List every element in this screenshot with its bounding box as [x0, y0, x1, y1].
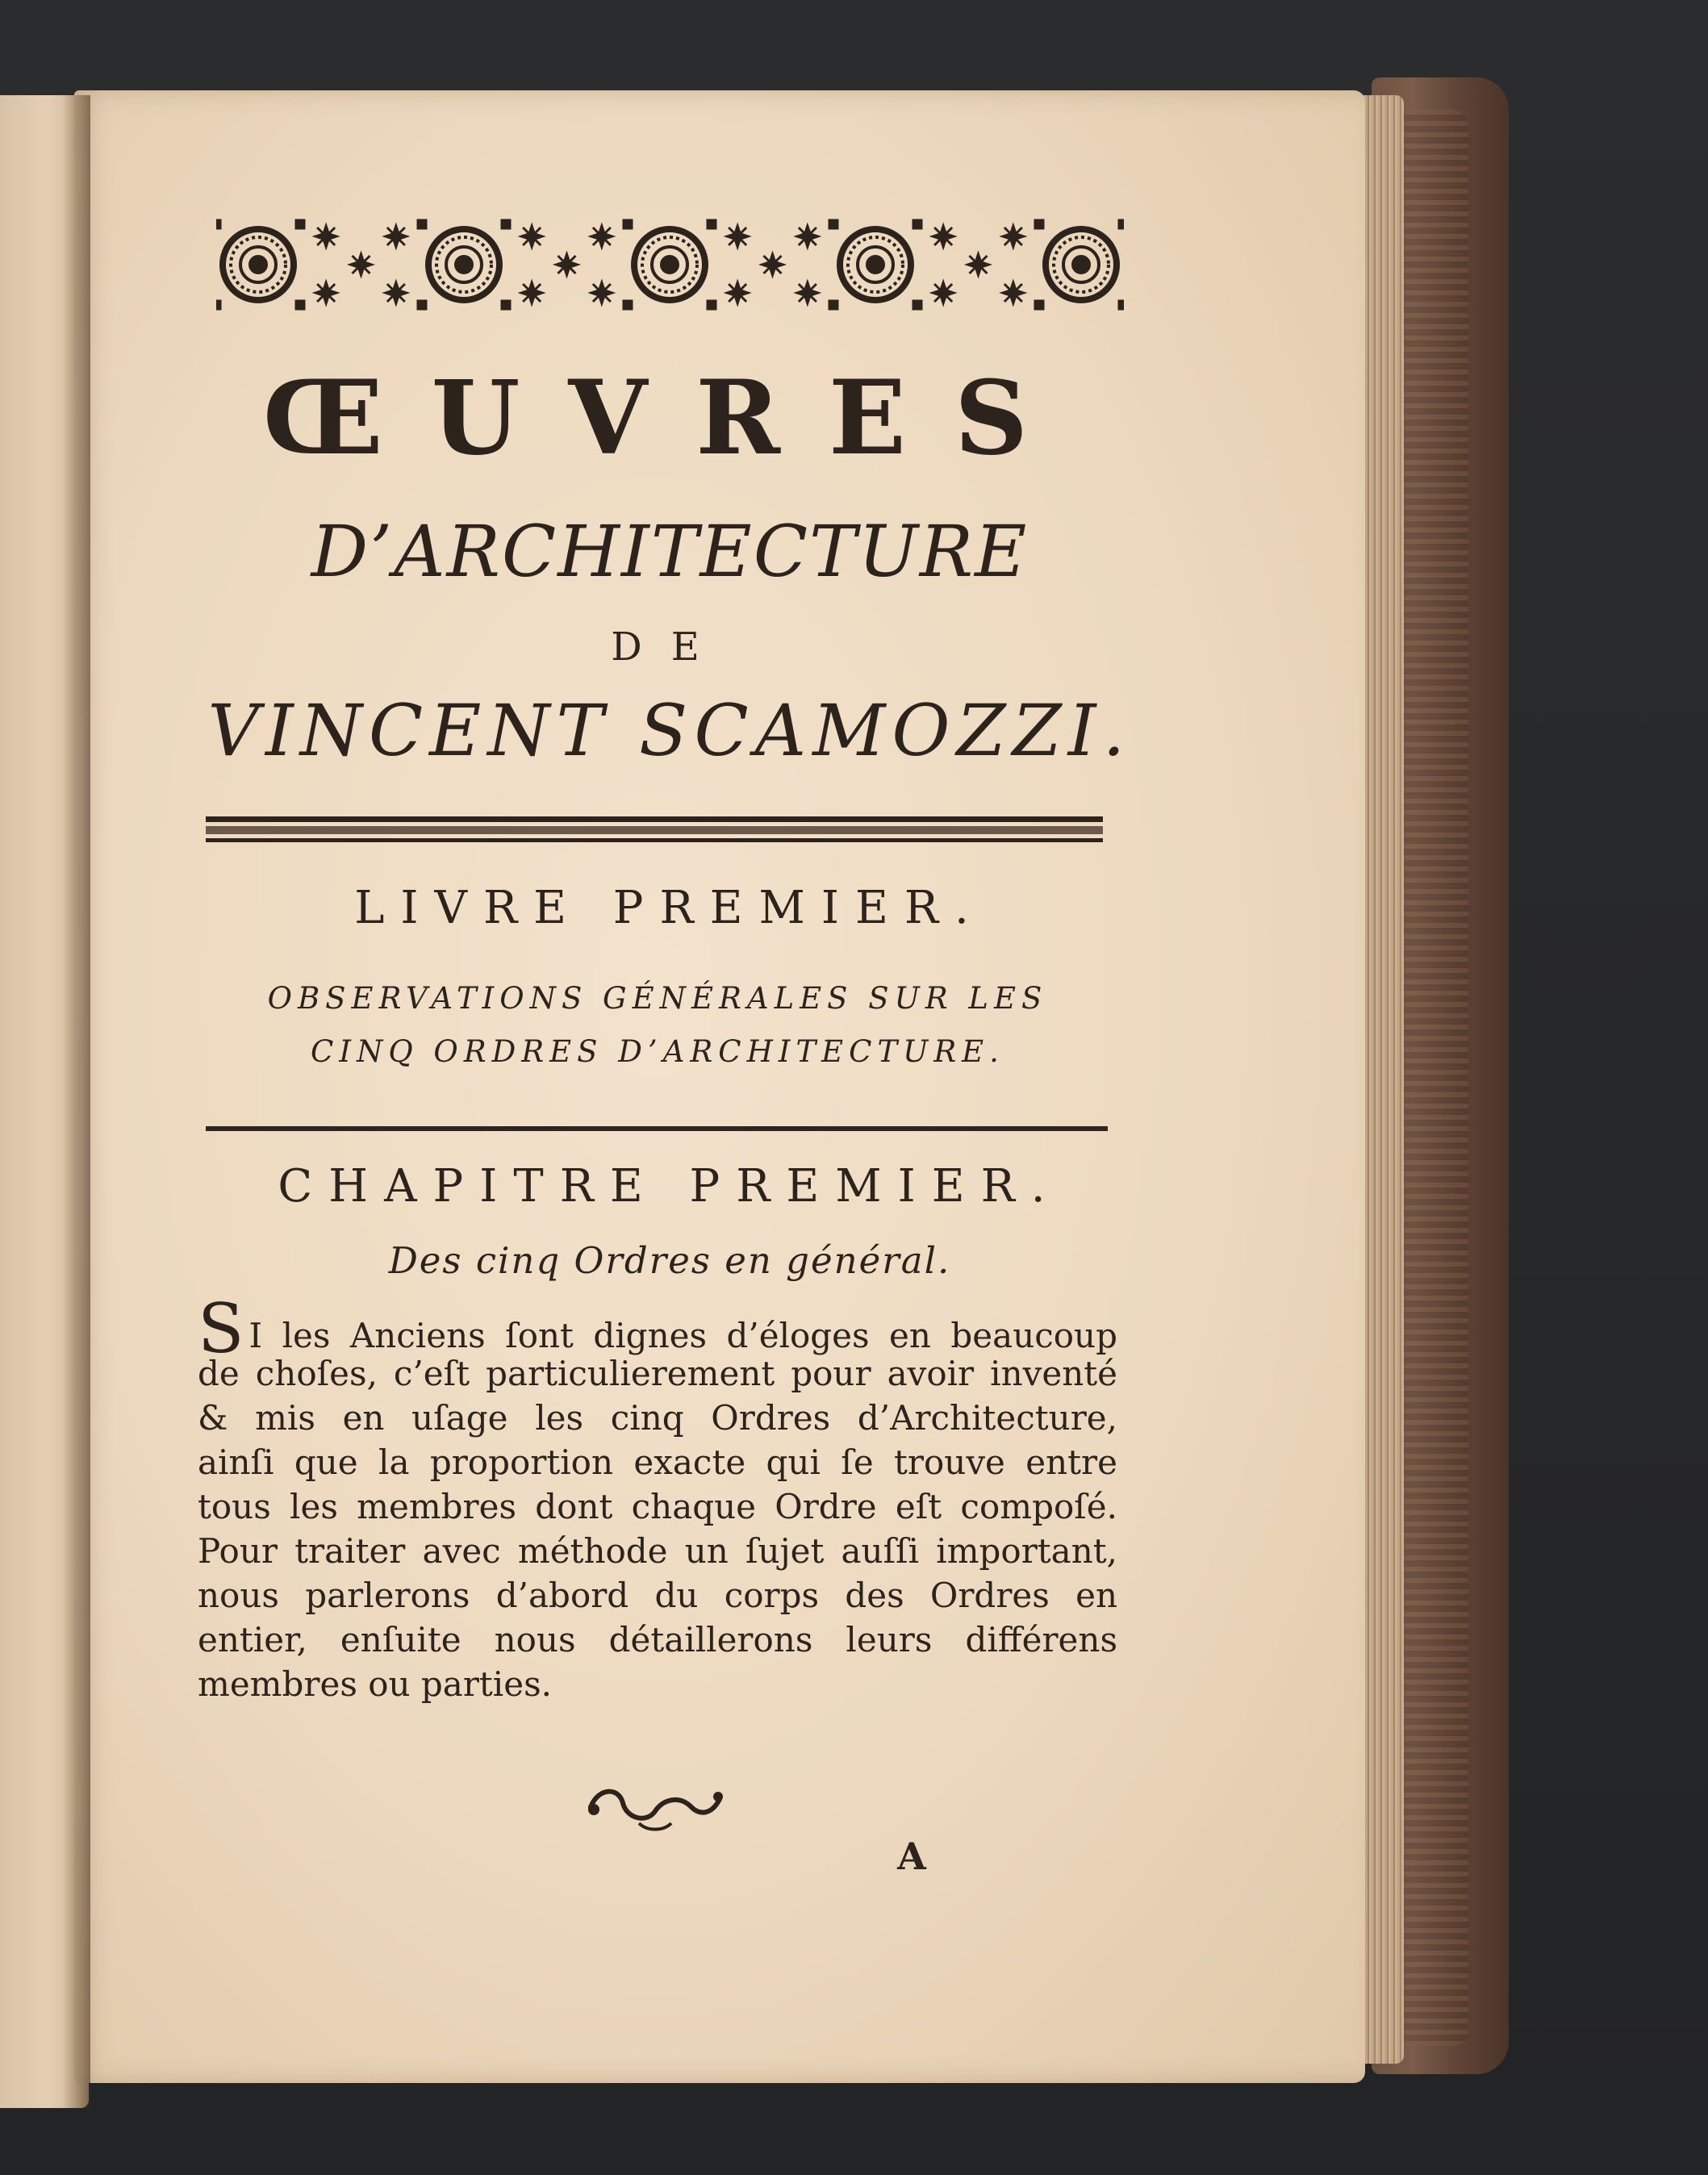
drop-cap: S [198, 1289, 244, 1368]
body-line-2: de choſes, c’eſt particulierement pour avoir inventé [198, 1354, 1117, 1393]
star-ornament [795, 223, 821, 249]
book-de: DE [611, 624, 729, 670]
star-ornament [383, 223, 409, 249]
star-ornament [519, 223, 545, 249]
star-ornament [966, 252, 992, 278]
signature-mark: A [897, 1835, 926, 1878]
rosette-ornament [829, 219, 922, 310]
book-part-heading: LIVRE PREMIER. [354, 882, 985, 934]
chapter-body [198, 1289, 1117, 1706]
book-author: VINCENT SCAMOZZI. [207, 689, 1132, 772]
star-ornament [383, 280, 409, 306]
star-ornament [1000, 223, 1026, 249]
rosette-ornament [1034, 219, 1124, 310]
star-ornament [349, 252, 374, 278]
star-ornament [725, 280, 750, 306]
star-ornament [930, 280, 956, 306]
star-ornament [589, 223, 615, 249]
star-ornament [795, 280, 821, 306]
book-title: ŒUVRES [262, 358, 1077, 478]
tailpiece-ornament [583, 1779, 728, 1835]
rosette-ornament [623, 219, 716, 310]
body-line-5: tous les membres dont chaque Ordre eſt compoſé. [198, 1487, 1117, 1526]
chapter-heading: CHAPITRE PREMIER. [278, 1160, 1062, 1213]
star-ornament [760, 252, 786, 278]
body-line-1 [198, 1289, 1117, 1368]
body-line-9: membres ou parties. [198, 1664, 552, 1704]
star-ornament [930, 223, 956, 249]
star-ornament [554, 252, 580, 278]
single-rule [206, 1126, 1108, 1131]
body-line-7: nous parlerons d’abord du corps des Ordres en [198, 1576, 1117, 1615]
section-title-line-2: CINQ ORDRES D’ARCHITECTURE. [311, 1034, 1004, 1069]
star-ornament [589, 280, 615, 306]
star-ornament [313, 280, 339, 306]
star-ornament [725, 223, 750, 249]
rosette-ornament [216, 219, 305, 310]
rosette-ornament [417, 219, 511, 310]
section-title-line-1: OBSERVATIONS GÉNÉRALES SUR LES [267, 981, 1048, 1016]
star-ornament [1000, 280, 1026, 306]
book-gutter [63, 95, 90, 2108]
body-line-1-text: I les Anciens ſont dignes d’éloges en beaucoup [248, 1316, 1117, 1355]
body-line-3: & mis en uſage les cinq Ordres d’Architecture, [198, 1398, 1117, 1438]
book-subtitle: D’ARCHITECTURE [311, 510, 1029, 593]
section-title [202, 972, 1113, 1079]
body-line-4: ainſi que la proportion exacte qui ſe trouve entre [198, 1442, 1117, 1482]
chapter-subheading: Des cinq Ordres en général. [388, 1239, 951, 1282]
body-line-8: entier, enſuite nous détaillerons leurs différens [198, 1620, 1117, 1659]
double-rule [206, 815, 1103, 847]
star-ornament [519, 280, 545, 306]
body-line-6: Pour traiter avec méthode un ſujet auſſi important, [198, 1531, 1117, 1571]
head-ornament [216, 216, 1124, 313]
star-ornament [313, 223, 339, 249]
